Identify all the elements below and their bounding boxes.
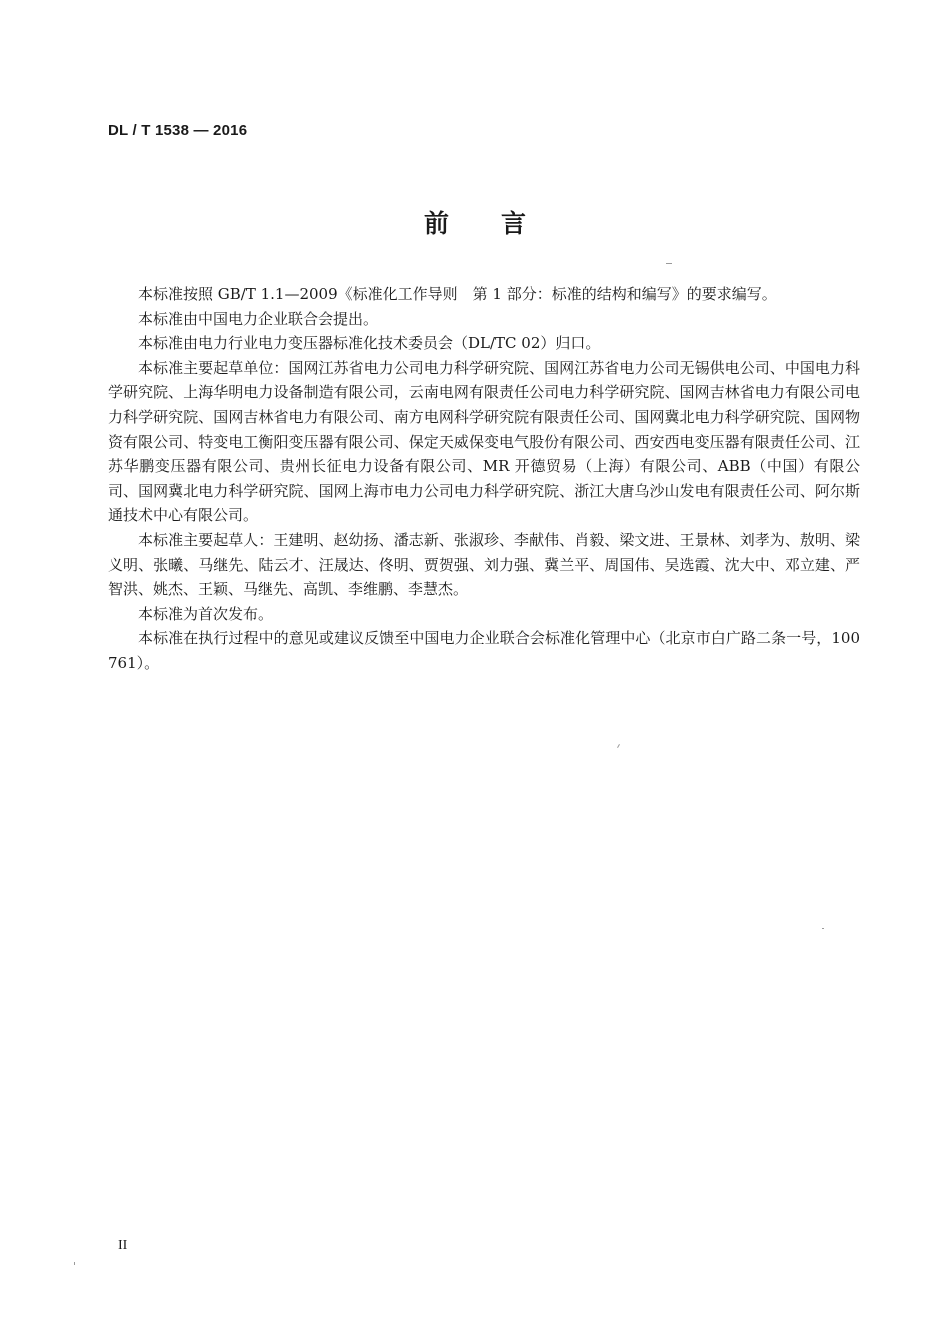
scan-speck <box>666 263 672 264</box>
scan-speck <box>822 928 824 929</box>
page-number: II <box>118 1238 128 1253</box>
paragraph-drafting-units: 本标准主要起草单位：国网江苏省电力公司电力科学研究院、国网江苏省电力公司无锡供电公司、中国电力科学研究院、上海华明电力设备制造有限公司，云南电网有限责任公司电力科学研究院、国网吉林省电力有限公司电力科学研究院、国网吉林省电力有限公司、南方电网科学研究院有限责任公司、国网冀北电力科学研究院、国网物资有限公司、特变电工衡阳变压器有限公司、保定天威保变电气股份有限公司、西安西电变压器有限责任公司、江苏华鹏变压器有限公司、贵州长征电力设备有限公司、MR 开德贸易（上海）有限公司、ABB（中国）有限公司、国网冀北电力科学研究院、国网上海市电力公司电力科学研究院、浙江大唐乌沙山发电有限责任公司、阿尔斯通技术中心有限公司。 <box>108 358 860 525</box>
paragraph-feedback: 本标准在执行过程中的意见或建议反馈至中国电力企业联合会标准化管理中心（北京市白广路二条一号，100761）。 <box>108 629 860 672</box>
paragraph-proposer: 本标准由中国电力企业联合会提出。 <box>138 309 379 328</box>
paragraph-first-release: 本标准为首次发布。 <box>138 604 274 623</box>
paragraph-committee: 本标准由电力行业电力变压器标准化技术委员会（DL/TC 02）归口。 <box>138 334 601 353</box>
scan-speck <box>617 744 620 748</box>
document-body <box>108 282 860 676</box>
page-title: 前言 <box>423 209 578 238</box>
paragraph-format: 本标准按照 GB/T 1.1—2009《标准化工作导则 第 1 部分：标准的结构和编写》的要求编写。 <box>138 285 777 303</box>
paragraph-drafters: 本标准主要起草人：王建明、赵幼扬、潘志新、张淑珍、李献伟、肖毅、梁文进、王景林、刘孝为、敖明、梁义明、张曦、马继先、陆云才、汪晟达、佟明、贾贺强、刘力强、冀兰平、周国伟、吴选霞、沈大中、邓立建、严智洪、姚杰、王颖、马继先、高凯、李维鹏、李慧杰。 <box>108 530 860 599</box>
standard-code: DL / T 1538 — 2016 <box>108 122 248 139</box>
scan-speck <box>74 1262 75 1265</box>
